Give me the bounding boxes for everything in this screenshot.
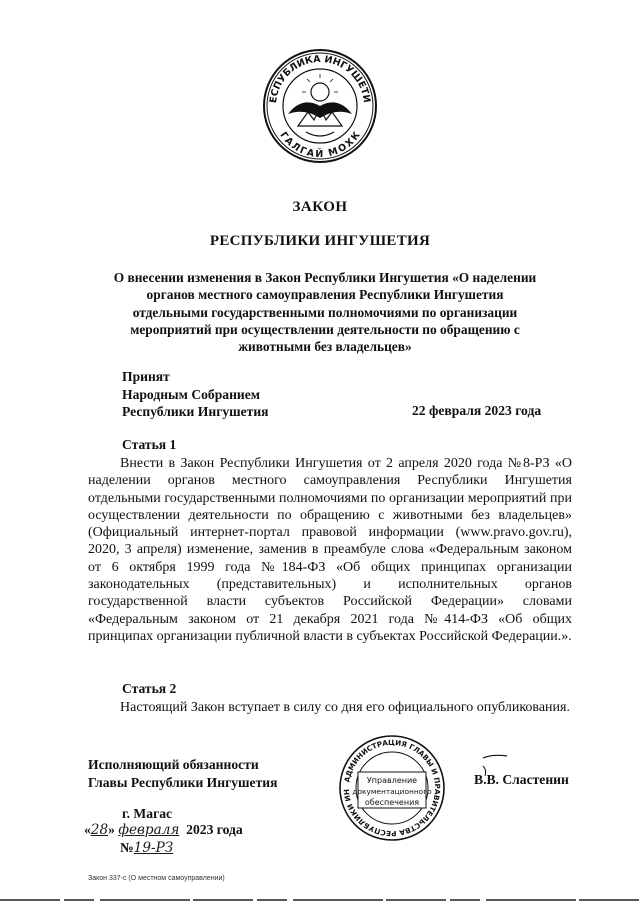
quote-open: « <box>84 822 91 837</box>
handwritten-number: 19-РЗ <box>133 840 174 856</box>
date-year: 2023 года <box>186 822 243 837</box>
subject-line: отдельными государственными полномочиями по организации <box>132 304 518 320</box>
handwritten-day: 28 <box>90 822 109 838</box>
emblem-icon <box>262 48 378 164</box>
subject-line: О внесении изменения в Закон Республики Ингушетия «О наделении <box>113 270 537 285</box>
signing-date <box>84 822 243 838</box>
subject-line: животными без владельцев» <box>238 339 412 355</box>
svg-text:ГАЛГАЙ МОХК <box>277 130 362 160</box>
signatory-name: В.В. Сластенин <box>474 772 569 787</box>
footer-note: Закон 337-с (О местном самоуправлении) <box>88 875 225 882</box>
handwritten-month: февраля <box>118 822 180 838</box>
issuer-title: РЕСПУБЛИКИ ИНГУШЕТИЯ <box>209 233 431 249</box>
article-1-heading: Статья 1 <box>122 437 177 452</box>
stamp-ring-text: АДМИНИСТРАЦИЯ ГЛАВЫ И ПРАВИТЕЛЬСТВА РЕСПУБЛИКИ ИН <box>341 737 443 839</box>
quote-close: » <box>108 822 115 837</box>
article-1-text: Внести в Закон Республики Ингушетия от 2 апреля 2020 года №8-РЗ «О наделении органов местного самоуправления Республики Ингушетия отдельными государственными полномочиями по организации мероприятий при осуществлении деятельности по обращению с животными без владельцев» (Официальный интернет-портал правовой информации (www.pravo.gov.ru), 2020, 3 апреля) изменение, заменив в преамбуле слова «Федеральным законом от 6 октября 1999 года №184-ФЗ «Об общих принципах организации законодательных (представительных) и исполнительных органов государственной власти субъектов Российской Федерации» словами «Федеральным законом от 21 декабря 2021 года №414-ФЗ «Об общих принципах организации публичной власти в субъектах Российской Федерации.». <box>88 456 572 644</box>
adopted-line: Народным Собранием <box>122 386 261 402</box>
city: г. Магас <box>122 806 173 821</box>
stamp-line: документационного <box>352 787 432 796</box>
republic-emblem <box>262 48 378 164</box>
stamp-line: обеспечения <box>364 798 420 807</box>
document-type-title: ЗАКОН <box>292 199 348 215</box>
position-line: Главы Республики Ингушетия <box>88 775 278 790</box>
law-subject <box>80 269 570 355</box>
law-number <box>120 840 173 856</box>
signatory-position <box>88 756 277 792</box>
article-2-text: Настоящий Закон вступает в силу со дня его официального опубликования. <box>120 700 570 715</box>
stamp-icon <box>338 734 446 842</box>
number-prefix: № <box>120 840 134 855</box>
article-2-heading: Статья 2 <box>122 681 177 696</box>
emblem-bottom-text: ГАЛГАЙ МОХК <box>277 129 363 161</box>
adopted-block <box>122 368 269 421</box>
subject-line: органов местного самоуправления Республики Ингушетия <box>146 287 504 303</box>
subject-line: мероприятий при осуществлении деятельности по обращению с <box>130 321 520 337</box>
position-line: Исполняющий обязанности <box>88 757 259 772</box>
stamp-line: Управление <box>366 776 418 785</box>
adopted-date: 22 февраля 2023 года <box>412 403 542 418</box>
emblem-top-text: ЕСПУБЛИКА ИНГУШЕТИ <box>268 53 372 104</box>
scan-edge-line <box>0 899 640 901</box>
adopted-line: Республики Ингушетия <box>122 404 269 419</box>
adopted-line: Принят <box>122 369 170 384</box>
official-stamp <box>338 734 446 842</box>
